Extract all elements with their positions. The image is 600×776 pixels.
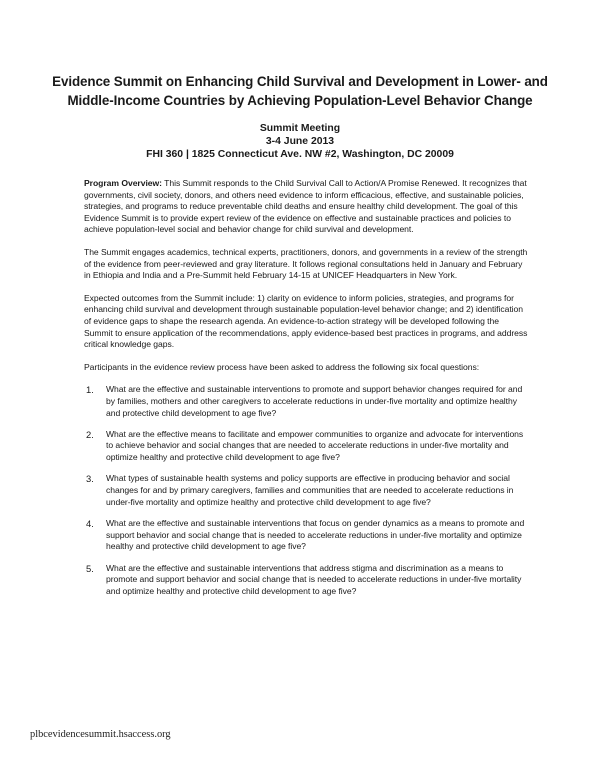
focal-question (84, 384, 530, 419)
focal-question (84, 563, 530, 598)
program-overview (84, 178, 530, 236)
meeting-label: Summit Meeting (259, 123, 341, 134)
participants-paragraph: Participants in the evidence review process have been asked to address the following six focal questions: (84, 361, 480, 372)
question-text: What are the effective means to facilitate and empower communities to organize and advocate for interventions to achieve behavior and social changes that are needed to accelerate reductions in under-five mortality and optimize healthy and protective child development to age five? (106, 428, 524, 463)
question-text: What are the effective and sustainable interventions that focus on gender dynamics as a means to promote and support behavior and social change that is needed to accelerate reductions in under-five mortality and optimize healthy and protective child development to age five? (106, 518, 525, 552)
question-number: 2. (86, 428, 94, 440)
question-number: 4. (86, 518, 94, 530)
outcomes-paragraph: Expected outcomes from the Summit include: 1) clarity on evidence to inform policies, strategies, and programs for enhancing child survival and development through sustainable population-level behavior change; and 2) identification of evidence gaps to shape the research agenda. An evidence-to-action strategy will be developed following the Summit to ensure application of the recommendations, apply evidence-based best practices in programs, and address critical knowledge gaps. (84, 292, 528, 350)
focal-questions-list (84, 384, 530, 597)
title-line-1: Evidence Summit on Enhancing Child Survival and Development in Lower- and (52, 74, 548, 89)
meeting-dates: 3-4 June 2013 (265, 136, 335, 147)
footer-url: plbcevidencesummit.hsaccess.org (30, 729, 171, 740)
meeting-location: FHI 360 | 1825 Connecticut Ave. NW #2, Washington, DC 20009 (146, 149, 454, 160)
program-overview-label: Program Overview: (84, 178, 162, 188)
meeting-info (40, 122, 560, 161)
question-text: What are the effective and sustainable interventions that address stigma and discrimination as a means to promote and support behavior and social change that is needed to accelerate reductions in under-five mortality and optimize healthy and protective child development to age five? (106, 562, 522, 596)
focal-question (84, 473, 530, 508)
document-body (84, 178, 530, 607)
focal-question (84, 429, 530, 464)
document-title (40, 72, 560, 110)
question-number: 1. (86, 384, 94, 396)
question-number: 3. (86, 473, 94, 485)
title-line-2: Middle-Income Countries by Achieving Population-Level Behavior Change (67, 93, 533, 108)
question-text: What are the effective and sustainable interventions to promote and support behavior changes required for and by families, mothers and other caregivers to accelerate reductions in under-five mortality and optimize healthy and protective child development to age five? (106, 384, 523, 418)
question-text: What types of sustainable health systems and policy supports are effective in producing behavior and social changes for and by primary caregivers, families and communities that are needed to accelerate reductions in under-five mortality and optimize healthy and protective child development to age five? (106, 473, 514, 507)
program-overview-text: This Summit responds to the Child Survival Call to Action/A Promise Renewed. It recognizes that governments, civil society, donors, and others need evidence to inform efficacious, effective, and sustainable policies, strategies, and programs to reduce preventable child deaths and ensure healthy child development. The goal of this Evidence Summit is to provide expert review of the evidence on effective and sustainable practices and policies to achieve population-level social and behavior change for child survival and development. (84, 178, 527, 235)
question-number: 5. (86, 562, 94, 574)
focal-question (84, 518, 530, 553)
engagement-paragraph: The Summit engages academics, technical experts, practitioners, donors, and governments in a review of the strength of the evidence from peer-reviewed and gray literature. It follows regional consultations held in January and February in Ethiopia and India and a Pre-Summit held February 14-15 at UNICEF Headquarters in New York. (84, 246, 528, 281)
